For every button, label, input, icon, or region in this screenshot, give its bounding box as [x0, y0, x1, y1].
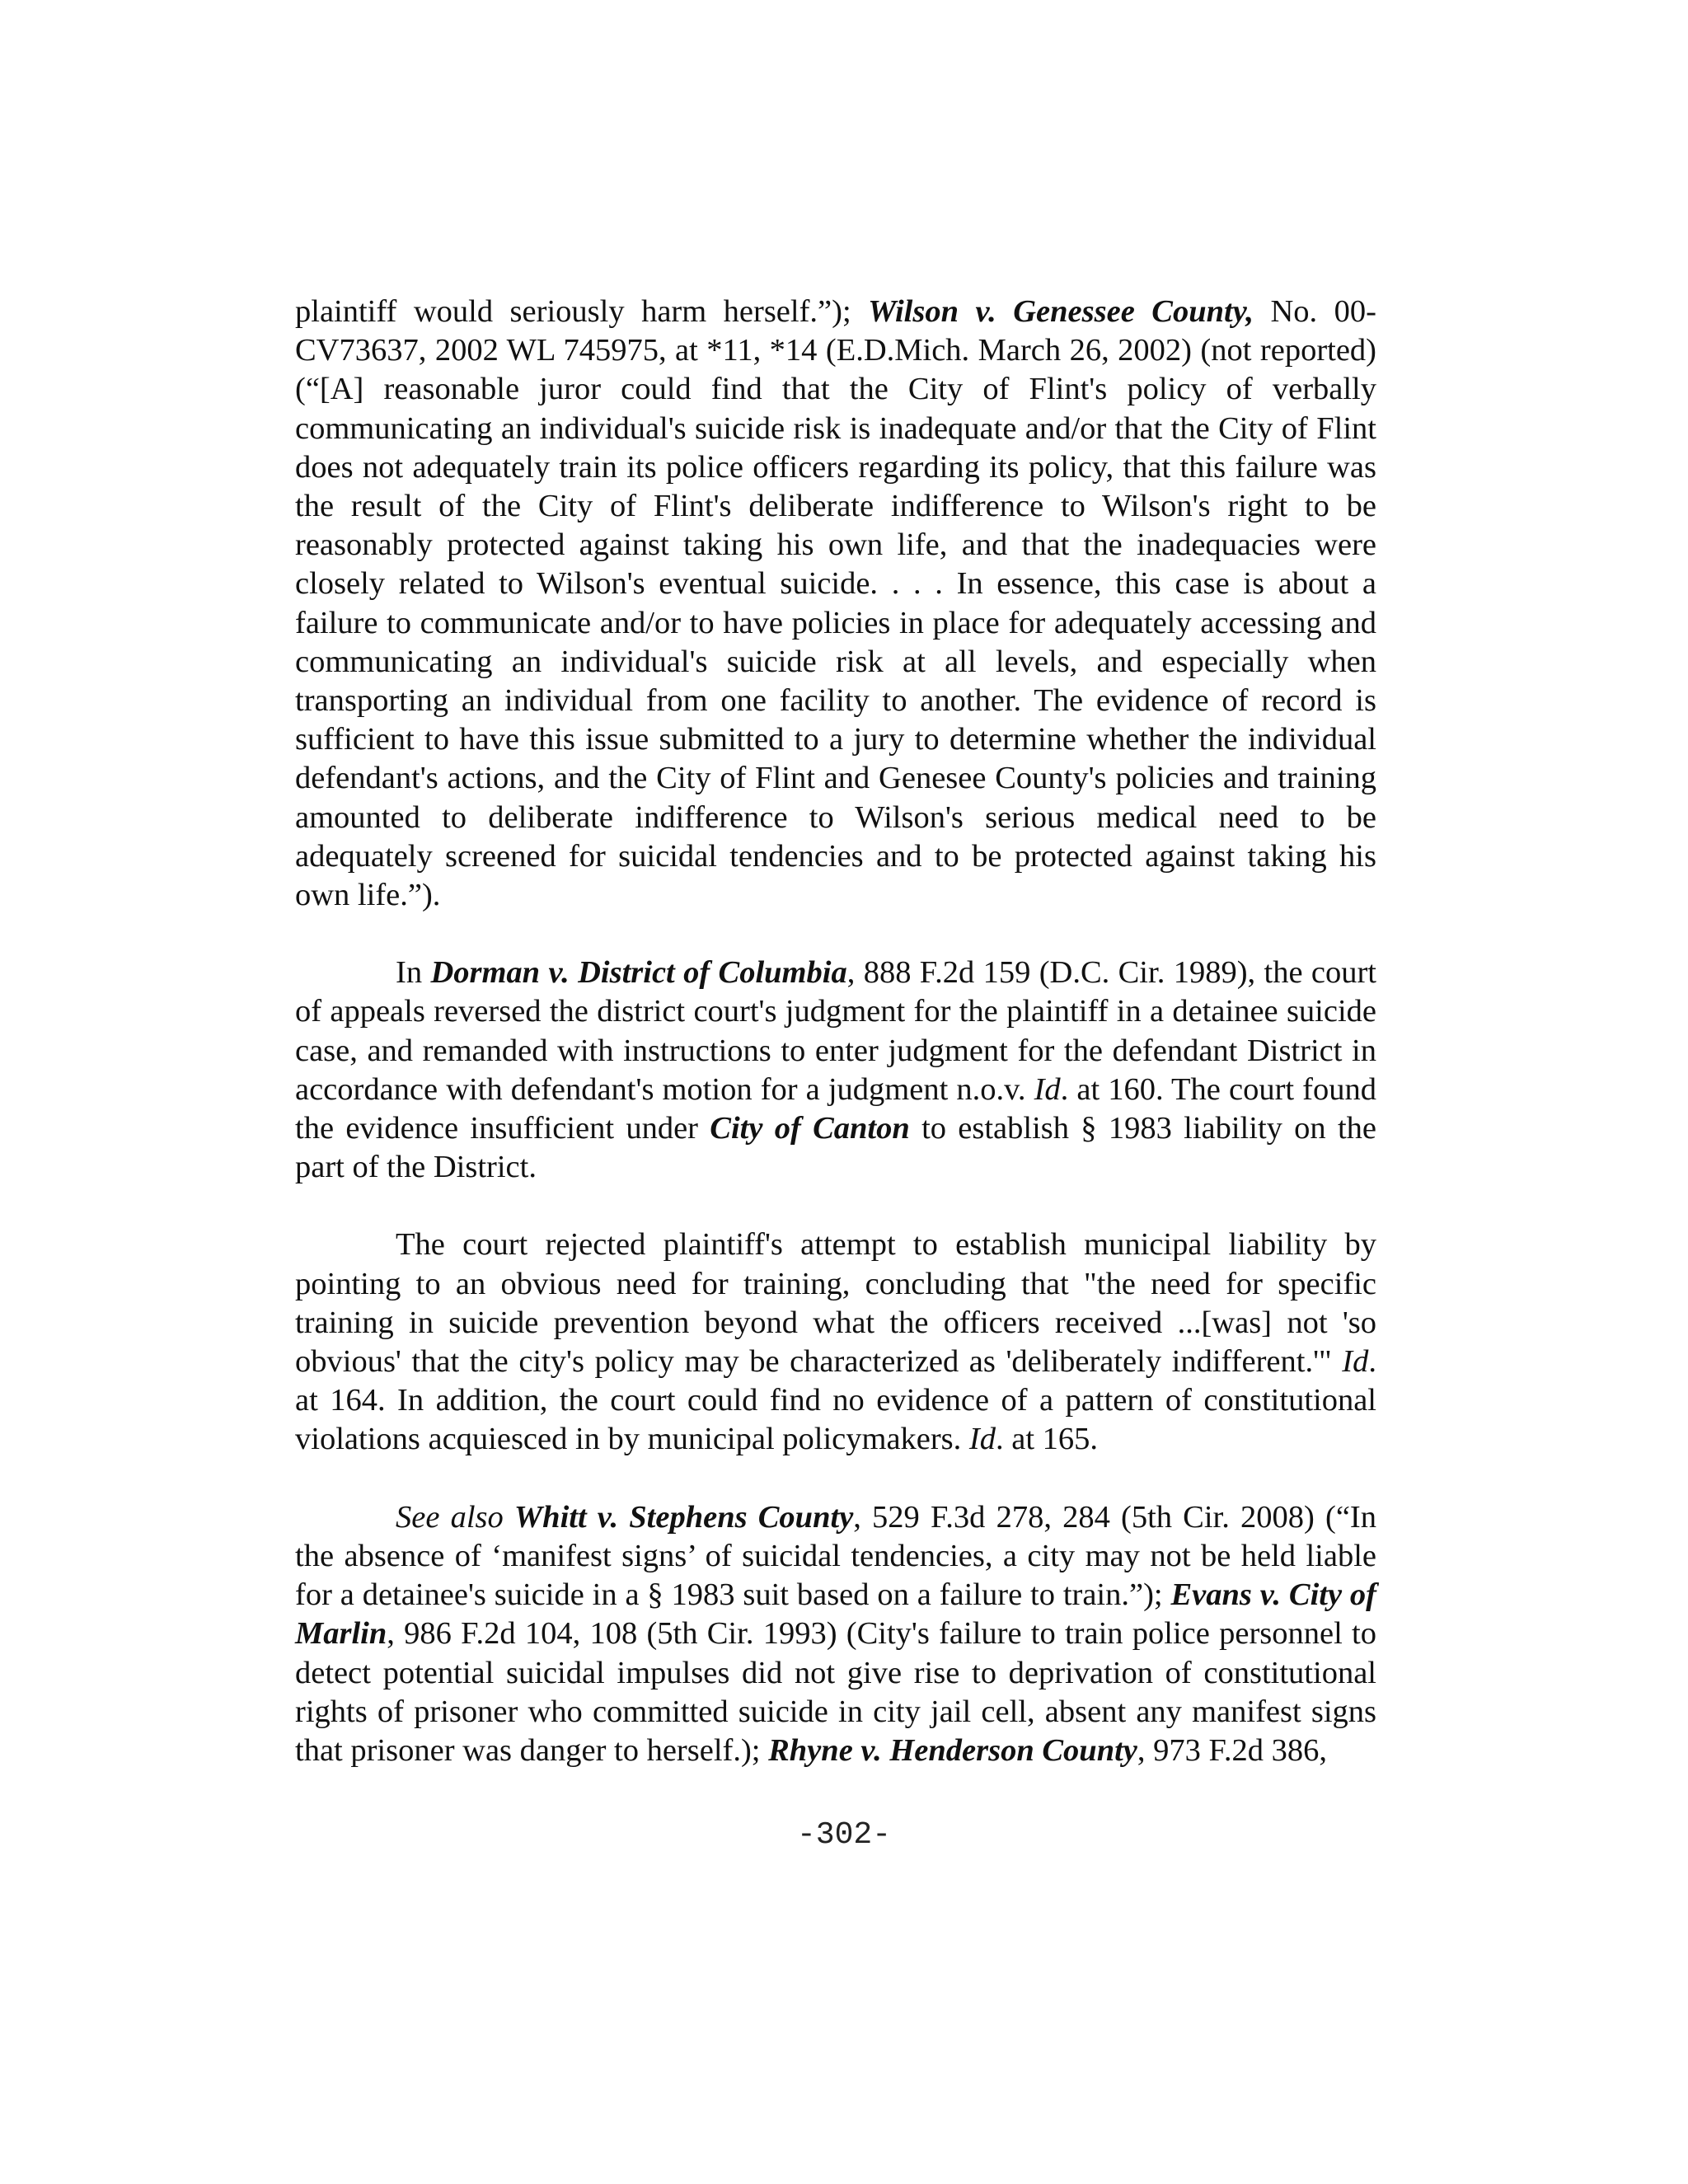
text-span: , 529 F.3d 278, 284 (5th Cir. 2008) (“In the absence of ‘manifest signs’ of suicidal tendencies, a city may not be held liable for a detainee's suicide in a § 1983 suit based on a failure to train.”);	[295, 1499, 1376, 1613]
id-citation: Id	[1034, 1071, 1061, 1107]
case-citation-canton: City of Canton	[710, 1111, 910, 1146]
text-span: . at 164. In addition, the court could find no evidence of a pattern of constitutional violations acquiesced in by municipal policymakers.	[295, 1344, 1376, 1457]
case-citation-wilson: Wilson v. Genessee County,	[868, 294, 1254, 329]
paragraph-1	[295, 293, 1376, 915]
see-also-signal: See also	[396, 1499, 504, 1535]
text-span: The court rejected plaintiff's attempt to establish municipal liability by pointing to an obvious need for training, concluding that "the need for specific training in suicide prevention beyond what the officers received ...[was] not 'so obvious' that the city's policy may be characterized as 'deliberately indifferent.'"	[295, 1227, 1376, 1380]
paragraph-gap	[295, 1460, 1376, 1498]
case-citation-whitt: Whitt v. Stephens County	[513, 1499, 854, 1535]
paragraph-4	[295, 1498, 1376, 1770]
case-citation-dorman: Dorman v. District of Columbia	[430, 955, 847, 991]
text-span: , 986 F.2d 104, 108 (5th Cir. 1993) (City's failure to train police personnel to detect potential suicidal impulses did not give rise to deprivation of constitutional rights of prisoner who committed suicide in city jail cell, absent any manifest signs that prisoner was danger to herself.);	[295, 1616, 1376, 1768]
case-citation-evans: Evans v. City of Marlin	[295, 1577, 1376, 1652]
id-citation: Id	[968, 1422, 996, 1457]
text-span: In	[396, 955, 431, 991]
paragraph-3	[295, 1226, 1376, 1459]
text-span: , 973 F.2d 386,	[1137, 1732, 1327, 1768]
page-number: -302-	[796, 1817, 892, 1853]
text-span: . at 165.	[996, 1422, 1099, 1457]
paragraph-gap	[295, 1187, 1376, 1226]
text-span: to establish § 1983 liability on the part of the District.	[295, 1111, 1376, 1185]
case-citation-rhyne: Rhyne v. Henderson County	[768, 1732, 1137, 1768]
paragraph-gap	[295, 915, 1376, 954]
text-span: , 888 F.2d 159 (D.C. Cir. 1989), the court of appeals reversed the district court's judgment for the plaintiff in a detainee suicide case, and remanded with instructions to enter judgment for the defendant District in accordance with defendant's motion for a judgment n.o.v.	[295, 955, 1376, 1107]
text-span: . at 160. The court found the evidence insufficient under	[295, 1071, 1376, 1146]
document-body	[295, 293, 1376, 1770]
id-citation: Id	[1342, 1344, 1369, 1380]
paragraph-2	[295, 954, 1376, 1187]
text-span: plaintiff would seriously harm herself.”);	[295, 294, 869, 329]
text-span: No. 00-CV73637, 2002 WL 745975, at *11, *14 (E.D.Mich. March 26, 2002) (not reported) (“[A] reasonable juror could find that the City of Flint's policy of verbally communicating an individual's suicide risk is inadequate and/or that the City of Flint does not adequately train its police officers regarding its policy, that this failure was the result of the City of Flint's deliberate indifference to Wilson's right to be reasonably protected against taking his own life, and that the inadequacies were closely related to Wilson's eventual suicide. . . . In essence, this case is about a failure to communicate and/or to have policies in place for adequately accessing and communicating an individual's suicide risk at all levels, and especially when transporting an individual from one facility to another. The evidence of record is sufficient to have this issue submitted to a jury to determine whether the individual defendant's actions, and the City of Flint and Genesee County's policies and training amounted to deliberate indifference to Wilson's serious medical need to be adequately screened for suicidal tendencies and to be protected against taking his own life.”).	[295, 294, 1376, 913]
text-span	[504, 1500, 514, 1535]
